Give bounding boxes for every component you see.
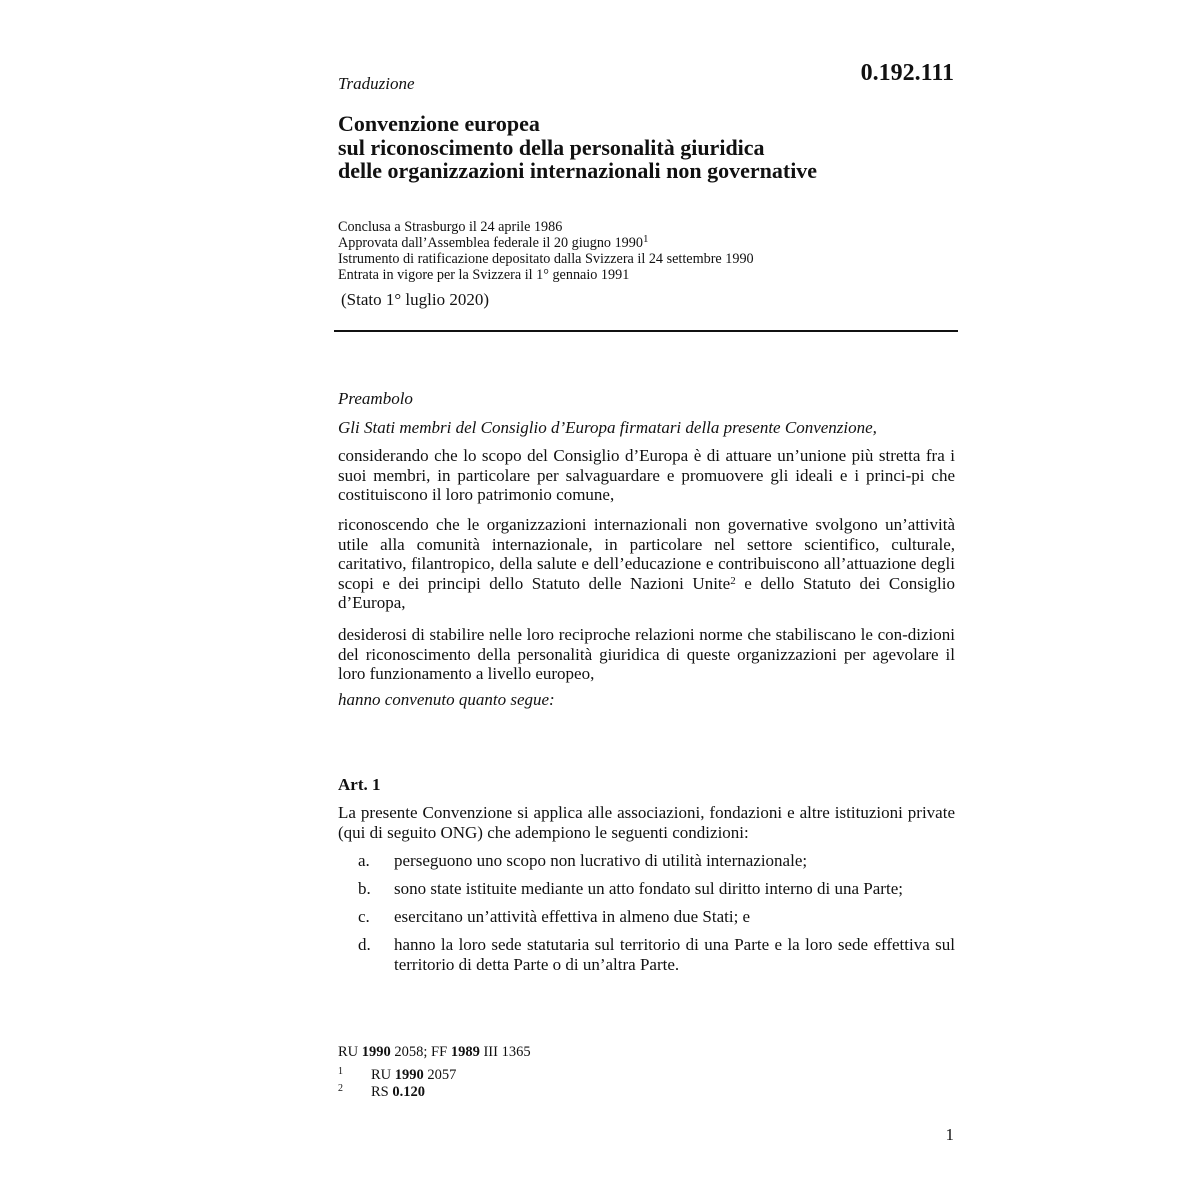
list-item-c [358, 907, 955, 927]
meta-in-force: Entrata in vigore per la Svizzera il 1° gennaio 1991 [338, 267, 630, 283]
preamble-heading: Preambolo [338, 389, 413, 408]
title-line-2: sul riconoscimento della personalità giuridica [338, 134, 765, 160]
document-metadata [338, 219, 754, 283]
preamble-intro: Gli Stati membri del Consiglio d’Europa firmatari della presente Convenzione, [338, 418, 877, 437]
preamble-paragraph-3: desiderosi di stabilire nelle loro reciproche relazioni norme che stabiliscano le con-dizioni del riconoscimento della personalità giuridica di queste organizzazioni per agevolare il loro funzionamento a livello europeo, [338, 625, 955, 683]
translation-label: Traduzione [338, 74, 415, 93]
document-title [338, 112, 817, 183]
title-line-3: delle organizzazioni internazionali non governative [338, 158, 818, 183]
footnote-2: 2 RS 0.120 [338, 1083, 425, 1100]
list-item-d [358, 935, 955, 974]
list-item-label: a. [358, 851, 370, 870]
article-1-intro: La presente Convenzione si applica alle associazioni, fondazioni e altre istituzioni private (qui di seguito ONG) che adempiono le seguenti condizioni: [338, 803, 955, 842]
document-status: (Stato 1° luglio 2020) [341, 290, 489, 309]
meta-concluded: Conclusa a Strasburgo il 24 aprile 1986 [338, 219, 563, 235]
document-number: 0.192.111 [860, 60, 954, 86]
source-reference: RU 1990 2058; FF 1989 III 1365 [338, 1044, 531, 1060]
preamble-paragraph-1: considerando che lo scopo del Consiglio d’Europa è di attuare un’unione più stretta fra i suoi membri, in particolare per salvaguardare e promuovere gli ideali e i princi-pi che costituiscono il loro patrimonio comune, [338, 446, 955, 504]
footnote-1: 1 RU 1990 2057 [338, 1066, 457, 1083]
preamble-closing: hanno convenuto quanto segue: [338, 690, 555, 709]
footnote-ref-1[interactable]: 1 [642, 233, 649, 245]
list-item-label: d. [358, 935, 371, 954]
footnote-ref-2[interactable]: 2 [730, 574, 736, 587]
page-number: 1 [945, 1125, 954, 1144]
meta-ratified: Istrumento di ratificazione depositato dalla Svizzera il 24 settembre 1990 [338, 251, 754, 267]
article-1-heading: Art. 1 [338, 775, 381, 794]
list-item-label: b. [358, 879, 371, 898]
list-item-label: c. [358, 907, 370, 926]
header-divider [334, 330, 958, 332]
list-item-text: esercitano un’attività effettiva in almeno due Stati; e [394, 907, 751, 926]
list-item-text: sono state istituite mediante un atto fondato sul diritto interno di una Parte; [394, 879, 903, 898]
list-item-a [358, 851, 955, 871]
list-item-b [358, 879, 955, 899]
title-line-1: Convenzione europea [338, 111, 540, 136]
meta-approved: Approvata dall’Assemblea federale il 20 giugno 1990$^1$ [338, 233, 649, 251]
list-item-text: hanno la loro sede statutaria sul territorio di una Parte e la loro sede effettiva sul territorio di detta Parte o di un’altra Parte. [394, 935, 955, 974]
list-item-text: perseguono uno scopo non lucrativo di utilità internazionale; [394, 851, 808, 870]
preamble-paragraph-2: riconoscendo che le organizzazioni internazionali non governative svolgono un’attività utile alla comunità internazionale, in particolare nel settore scientifico, culturale, caritativo, filantropico, della salute e dell’educazione e contribuiscono all’attuazione degli scopi e dei principi dello Statuto delle Nazioni Unite$^2$ e dello Statuto dei Consiglio d’Europa, [338, 515, 955, 612]
